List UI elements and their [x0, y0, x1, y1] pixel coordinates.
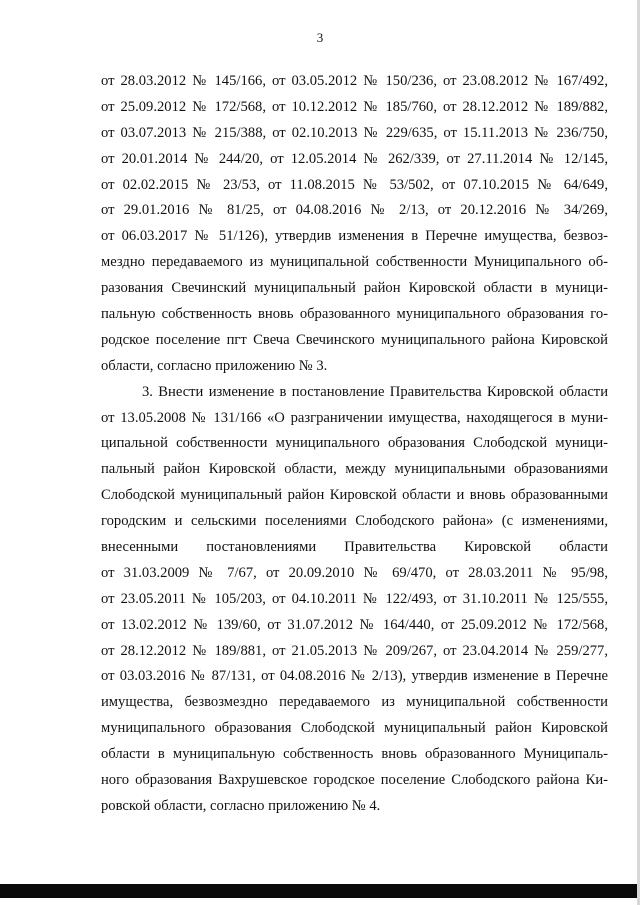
text-line: разования Свечинский муниципальный район Кировской области в муници-	[101, 280, 608, 297]
page-number: 3	[316, 30, 324, 45]
text-line: от 25.09.2012 № 172/568, от 10.12.2012 № 185/760, от 28.12.2012 № 189/882,	[101, 98, 608, 115]
text-line: от 02.02.2015 № 23/53, от 11.08.2015 № 53/502, от 07.10.2015 № 64/649,	[101, 176, 608, 193]
text-line: от 13.02.2012 № 139/60, от 31.07.2012 № 164/440, от 25.09.2012 № 172/568,	[101, 616, 608, 633]
text-line: ровской области, согласно приложению № 4.	[101, 797, 381, 814]
text-line: от 31.03.2009 № 7/67, от 20.09.2010 № 69/470, от 28.03.2011 № 95/98,	[101, 564, 608, 581]
text-line: от 29.01.2016 № 81/25, от 04.08.2016 № 2/13, от 20.12.2016 № 34/269,	[101, 202, 608, 219]
text-line: Слободской муниципальный район Кировской области и вновь образованными	[101, 487, 608, 504]
text-line: городским и сельскими поселениями Слободского района» (с изменениями,	[101, 513, 608, 530]
text-line: родское поселение пгт Свеча Свечинского муниципального района Кировской	[101, 331, 608, 348]
text-line: пальный район Кировской области, между муниципальными образованиями	[101, 461, 608, 478]
text-line: области в муниципальную собственность вновь образованного Муниципаль-	[101, 746, 608, 763]
text-line: 3. Внести изменение в постановление Правительства Кировской области	[142, 383, 608, 400]
text-line: от 06.03.2017 № 51/126), утвердив изменения в Перечне имущества, безвоз-	[101, 228, 608, 245]
text-line: ципальной собственности муниципального образования Слободской муници-	[101, 435, 608, 452]
text-line: мездно передаваемого из муниципальной собственности Муниципального об-	[101, 254, 608, 271]
text-line: ного образования Вахрушевское городское поселение Слободского района Ки-	[101, 772, 608, 789]
document-body	[101, 69, 608, 820]
text-line: от 13.05.2008 № 131/166 «О разграничении имущества, находящегося в муни-	[101, 409, 608, 426]
text-line: от 28.12.2012 № 189/881, от 21.05.2013 № 209/267, от 23.04.2014 № 259/277,	[101, 642, 608, 659]
paragraph-1	[101, 69, 608, 380]
scan-bottom-bar	[0, 884, 640, 898]
text-line: от 28.03.2012 № 145/166, от 03.05.2012 № 150/236, от 23.08.2012 № 167/492,	[101, 73, 608, 89]
text-line: пальную собственность вновь образованного муниципального образования го-	[101, 306, 608, 323]
text-line: муниципального образования Слободской муниципальный район Кировской	[101, 720, 608, 737]
text-line: области, согласно приложению № 3.	[101, 357, 328, 374]
text-line: от 03.07.2013 № 215/388, от 02.10.2013 № 229/635, от 15.11.2013 № 236/750,	[101, 124, 608, 141]
text-line: внесенными постановлениями Правительства Кировской области	[101, 539, 608, 556]
paragraph-3	[101, 380, 608, 820]
text-line: от 23.05.2011 № 105/203, от 04.10.2011 № 122/493, от 31.10.2011 № 125/555,	[101, 590, 608, 607]
text-line: имущества, безвозмездно передаваемого из муниципальной собственности	[101, 694, 608, 711]
text-line: от 03.03.2016 № 87/131, от 04.08.2016 № 2/13), утвердив изменение в Перечне	[101, 668, 608, 685]
text-line: от 20.01.2014 № 244/20, от 12.05.2014 № 262/339, от 27.11.2014 № 12/145,	[101, 150, 608, 167]
